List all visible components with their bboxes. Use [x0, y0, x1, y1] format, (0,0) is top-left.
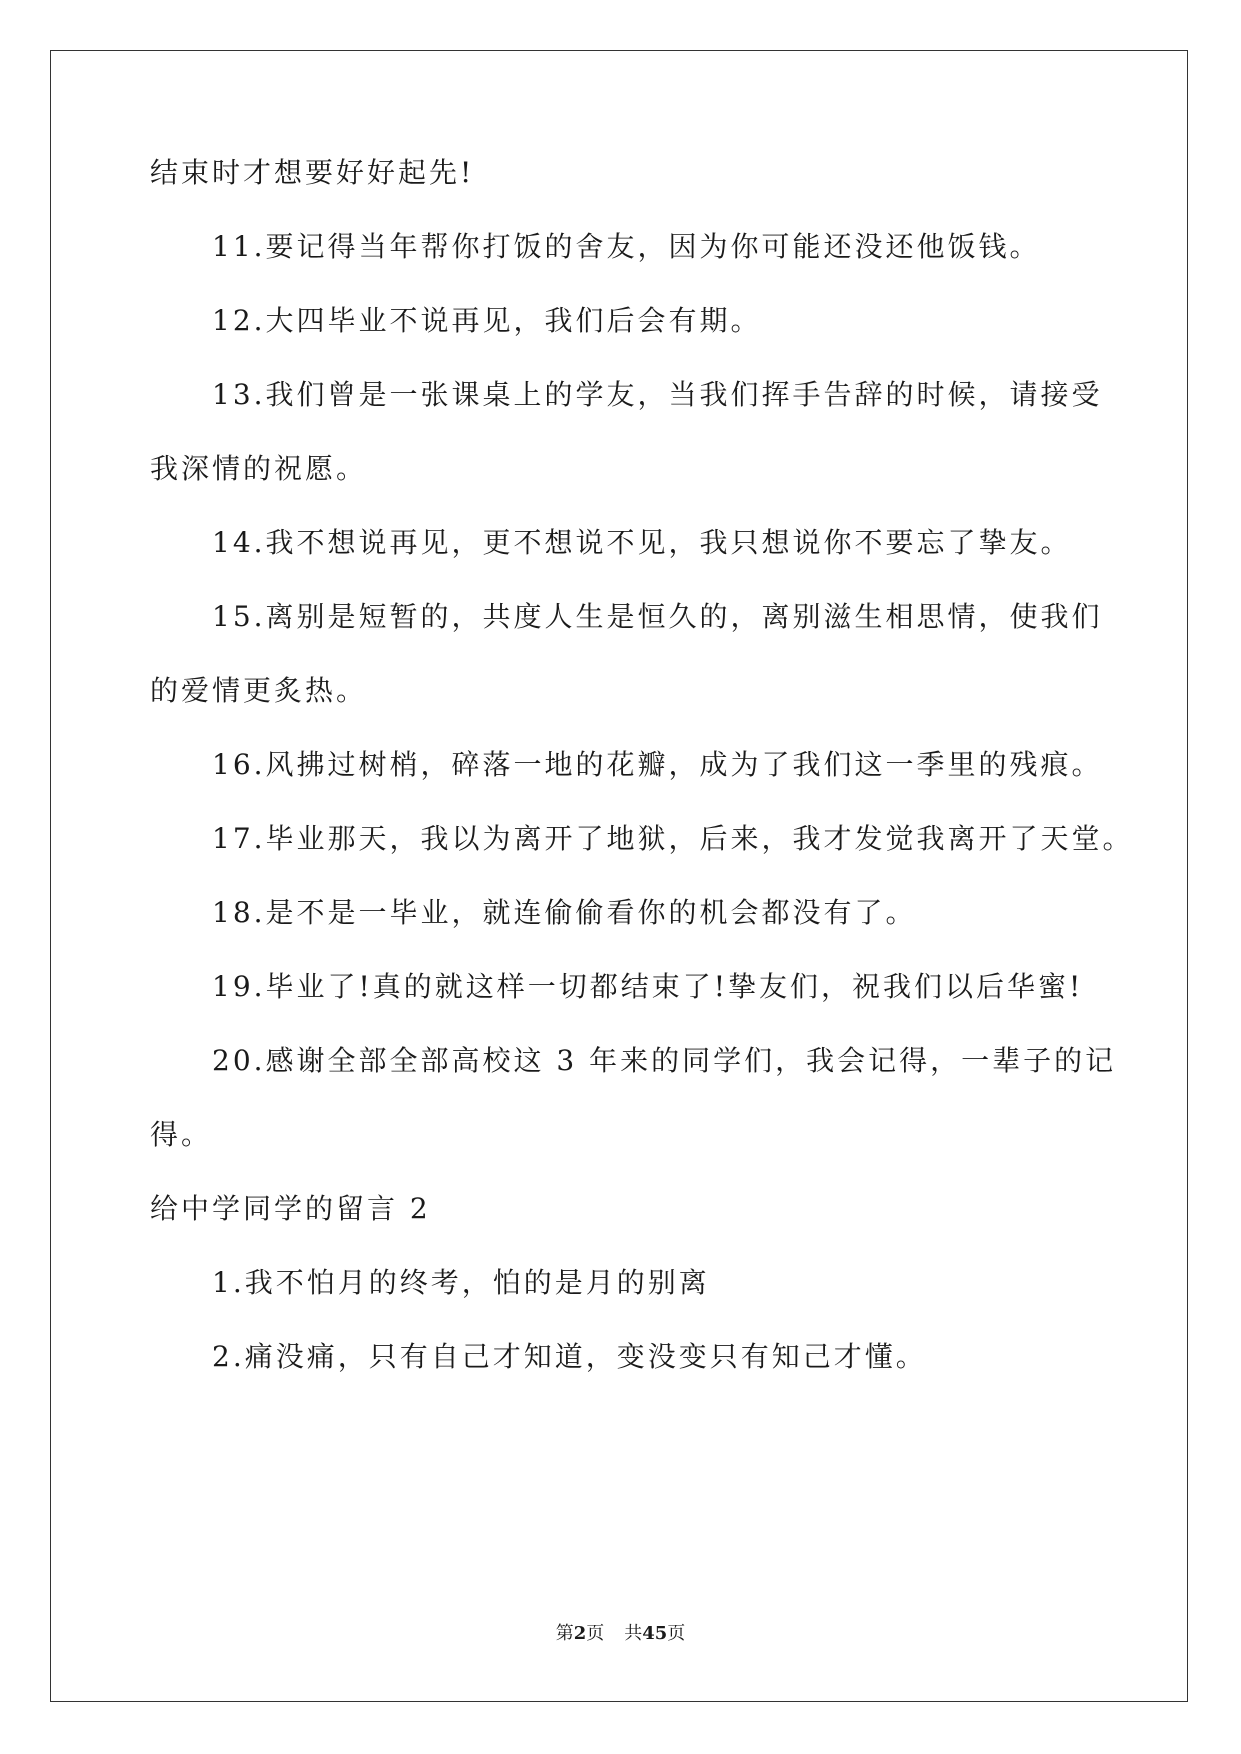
list-item: 20.感谢全部全部高校这 3 年来的同学们，我会记得，一辈子的记 [212, 1044, 1117, 1077]
list-item: 11.要记得当年帮你打饭的舍友，因为你可能还没还他饭钱。 [212, 230, 1041, 263]
total-pages: 45 [642, 1623, 668, 1644]
list-item: 14.我不想说再见，更不想说不见，我只想说你不要忘了挚友。 [212, 526, 1072, 559]
list-item: 13.我们曾是一张课桌上的学友，当我们挥手告辞的时候，请接受 [212, 378, 1103, 411]
list-item: 18.是不是一毕业，就连偷偷看你的机会都没有了。 [212, 896, 917, 929]
text-line: 结束时才想要好好起先! [150, 156, 475, 189]
total-prefix: 共 [624, 1623, 643, 1644]
list-item: 19.毕业了!真的就这样一切都结束了!挚友们，祝我们以后华蜜! [212, 970, 1084, 1003]
list-item: 17.毕业那天，我以为离开了地狱，后来，我才发觉我离开了天堂。 [212, 822, 1134, 855]
text-line: 我深情的祝愿。 [150, 452, 368, 485]
footer-prefix: 第 [555, 1623, 574, 1644]
page-footer [0, 1622, 1241, 1646]
list-item: 12.大四毕业不说再见，我们后会有期。 [212, 304, 762, 337]
list-item: 15.离别是短暂的，共度人生是恒久的，离别滋生相思情，使我们 [212, 600, 1103, 633]
page-unit: 页 [586, 1623, 605, 1644]
page-border [50, 50, 1188, 1702]
total-unit: 页 [667, 1623, 686, 1644]
list-item: 2.痛没痛，只有自己才知道，变没变只有知己才懂。 [212, 1340, 927, 1373]
text-line: 的爱情更炙热。 [150, 674, 368, 707]
text-line: 得。 [150, 1118, 213, 1151]
list-item: 16.风拂过树梢，碎落一地的花瓣，成为了我们这一季里的残痕。 [212, 748, 1103, 781]
list-item: 1.我不怕月的终考，怕的是月的别离 [212, 1266, 710, 1299]
page-number: 2 [573, 1623, 587, 1644]
section-heading: 给中学同学的留言 2 [150, 1192, 431, 1225]
